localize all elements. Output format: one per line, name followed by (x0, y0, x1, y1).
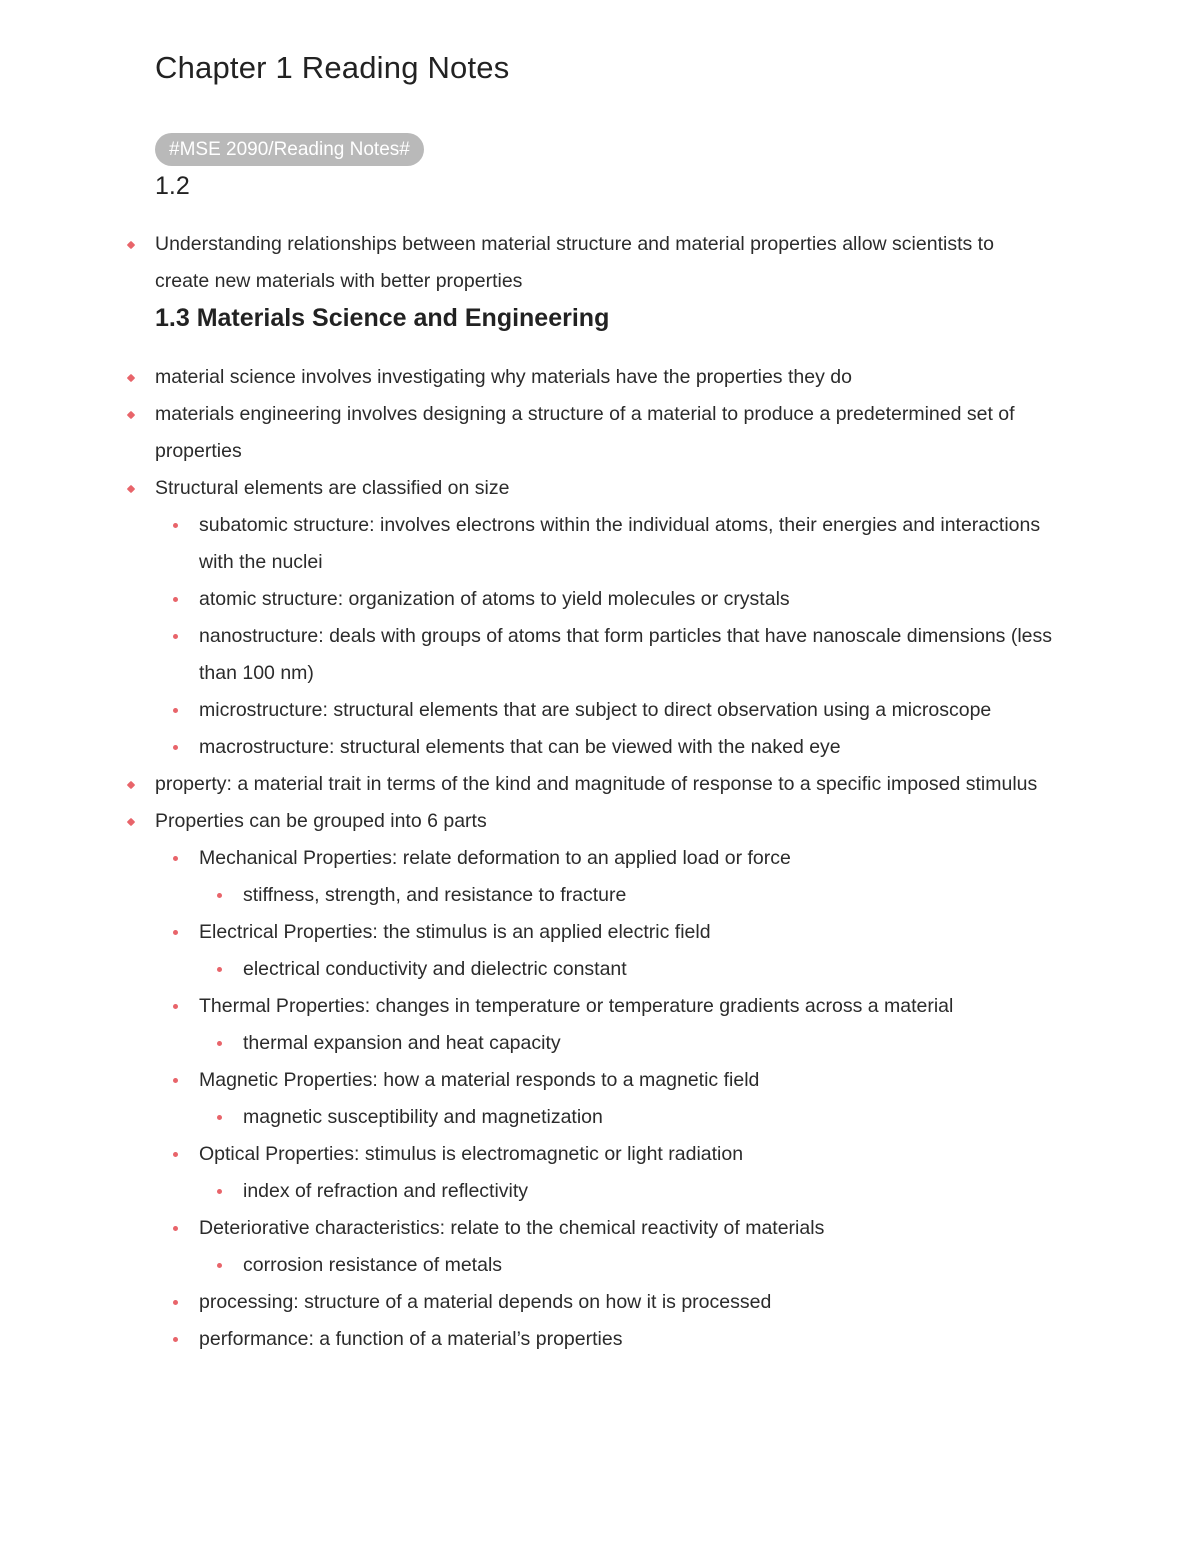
list-item: materials engineering involves designing a structure of a material to produce a predetermined set of properties (155, 396, 1055, 470)
section-heading-1-3: 1.3 Materials Science and Engineering (155, 304, 610, 332)
list-item: microstructure: structural elements that are subject to direct observation using a microscope (199, 692, 1055, 729)
list-item: Thermal Properties: changes in temperature or temperature gradients across a material (199, 988, 1055, 1025)
list-item: Magnetic Properties: how a material responds to a magnetic field (199, 1062, 1055, 1099)
section-1-2-list (155, 226, 1035, 300)
list-item: Structural elements are classified on size (155, 470, 1055, 507)
list-item: Optical Properties: stimulus is electromagnetic or light radiation (199, 1136, 1055, 1173)
list-item: processing: structure of a material depends on how it is processed (199, 1284, 1055, 1321)
list-item: corrosion resistance of metals (243, 1247, 1055, 1284)
list-item: atomic structure: organization of atoms to yield molecules or crystals (199, 581, 1055, 618)
list-item: Understanding relationships between material structure and material properties allow scientists to create new materials with better properties (155, 226, 1035, 300)
list-item: Properties can be grouped into 6 parts (155, 803, 1055, 840)
section-heading-1-2: 1.2 (155, 172, 190, 200)
list-item: index of refraction and reflectivity (243, 1173, 1055, 1210)
list-item: stiffness, strength, and resistance to fracture (243, 877, 1055, 914)
list-item: subatomic structure: involves electrons within the individual atoms, their energies and interactions with the nuclei (199, 507, 1055, 581)
page-title: Chapter 1 Reading Notes (155, 50, 510, 85)
list-item: magnetic susceptibility and magnetization (243, 1099, 1055, 1136)
list-item: Electrical Properties: the stimulus is an applied electric field (199, 914, 1055, 951)
list-item: material science involves investigating why materials have the properties they do (155, 359, 1055, 396)
list-item: electrical conductivity and dielectric constant (243, 951, 1055, 988)
tag-badge[interactable]: #MSE 2090/Reading Notes# (155, 133, 424, 166)
section-1-3-list (155, 359, 1055, 1358)
list-item: macrostructure: structural elements that can be viewed with the naked eye (199, 729, 1055, 766)
list-item: nanostructure: deals with groups of atoms that form particles that have nanoscale dimensions (less than 100 nm) (199, 618, 1055, 692)
list-item: thermal expansion and heat capacity (243, 1025, 1055, 1062)
list-item: property: a material trait in terms of the kind and magnitude of response to a specific imposed stimulus (155, 766, 1055, 803)
list-item: Mechanical Properties: relate deformation to an applied load or force (199, 840, 1055, 877)
list-item: performance: a function of a material’s properties (199, 1321, 1055, 1358)
list-item: Deteriorative characteristics: relate to the chemical reactivity of materials (199, 1210, 1055, 1247)
